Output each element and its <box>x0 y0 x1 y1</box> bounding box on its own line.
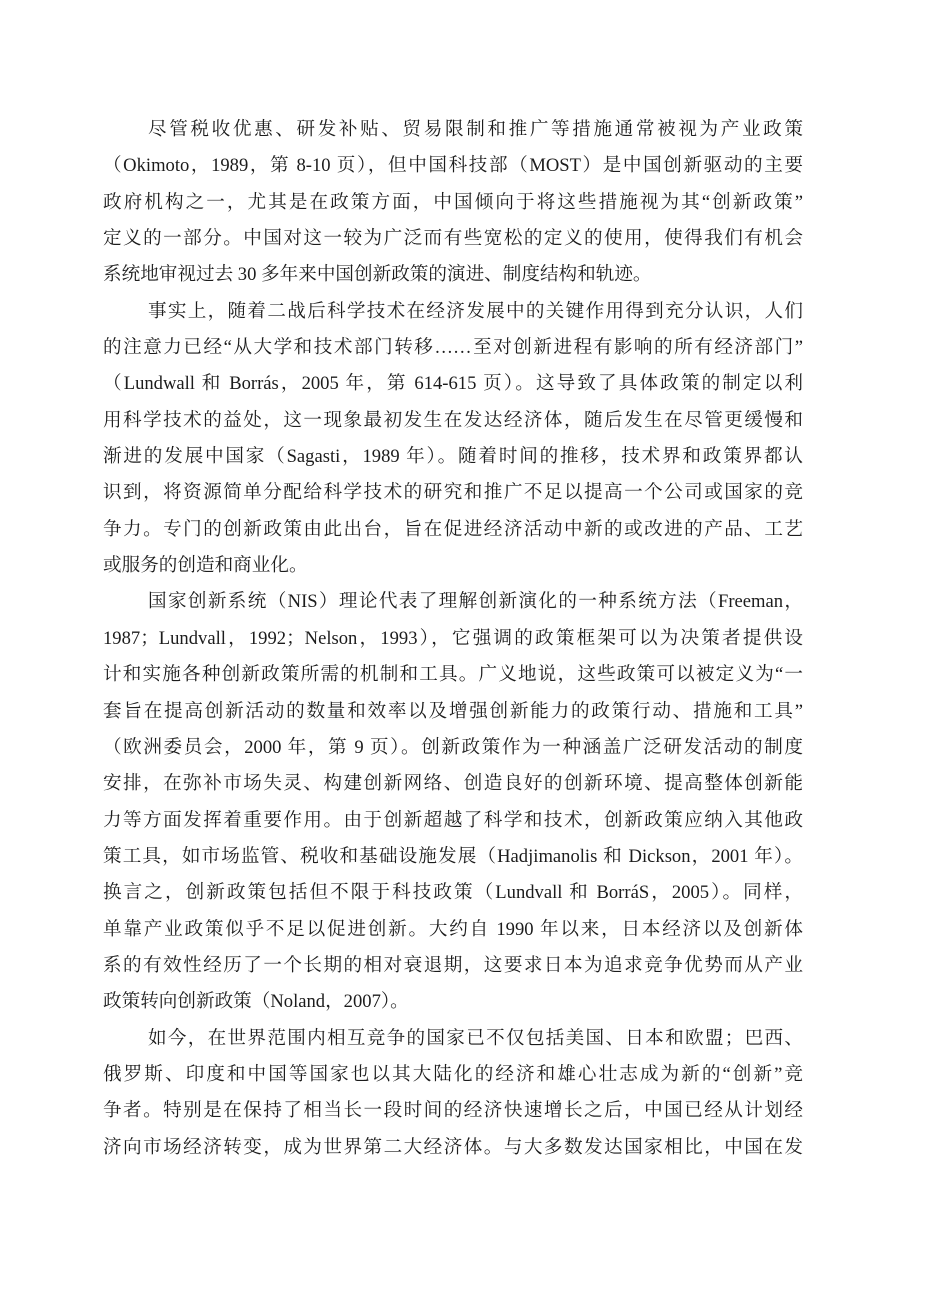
text-line: （Okimoto，1989，第 8-10 页），但中国科技部（MOST）是中国创新驱动的主要 <box>103 155 803 177</box>
text-line: 政策转向创新政策（Noland，2007）。 <box>103 991 409 1013</box>
text-line: 济向市场经济转变，成为世界第二大经济体。与大多数发达国家相比，中国在发 <box>103 1136 803 1158</box>
text-line: 渐进的发展中国家（Sagasti，1989 年）。随着时间的推移，技术界和政策界都认 <box>103 446 803 468</box>
text-line: 力等方面发挥着重要作用。由于创新超越了科学和技术，创新政策应纳入其他政 <box>103 809 803 831</box>
text-line: 安排，在弥补市场失灵、构建创新网络、创造良好的创新环境、提高整体创新能 <box>103 773 803 795</box>
text-line: 如今，在世界范围内相互竞争的国家已不仅包括美国、日本和欧盟；巴西、 <box>148 1027 803 1049</box>
text-line: 用科学技术的益处，这一现象最初发生在发达经济体，随后发生在尽管更缓慢和 <box>103 409 803 431</box>
text-line: （Lundwall 和 Borrás，2005 年，第 614-615 页）。这导致了具体政策的制定以利 <box>103 373 803 395</box>
text-line: 策工具，如市场监管、税收和基础设施发展（Hadjimanolis 和 Dickson，2001 年）。 <box>103 845 803 867</box>
text-line: 国家创新系统（NIS）理论代表了理解创新演化的一种系统方法（Freeman， <box>148 591 803 613</box>
text-line: 或服务的创造和商业化。 <box>103 555 308 577</box>
text-line: 事实上，随着二战后科学技术在经济发展中的关键作用得到充分认识，人们 <box>148 300 803 322</box>
text-block <box>103 112 803 1166</box>
text-line: 换言之，创新政策包括但不限于科技政策（Lundvall 和 BorráS，2005）。同样， <box>103 882 803 904</box>
text-line: 1987；Lundvall，1992；Nelson，1993），它强调的政策框架可以为决策者提供设 <box>103 627 803 649</box>
text-line: 争者。特别是在保持了相当长一段时间的经济快速增长之后，中国已经从计划经 <box>103 1100 803 1122</box>
text-line: 俄罗斯、印度和中国等国家也以其大陆化的经济和雄心壮志成为新的“创新”竞 <box>103 1063 803 1085</box>
text-line: 争力。专门的创新政策由此出台，旨在促进经济活动中新的或改进的产品、工艺 <box>103 518 803 540</box>
text-line: 套旨在提高创新活动的数量和效率以及增强创新能力的政策行动、措施和工具” <box>103 700 803 722</box>
text-line: 定义的一部分。中国对这一较为广泛而有些宽松的定义的使用，使得我们有机会 <box>103 228 803 250</box>
text-line: 识到，将资源简单分配给科学技术的研究和推广不足以提高一个公司或国家的竞 <box>103 482 803 504</box>
text-line: 的注意力已经“从大学和技术部门转移……至对创新进程有影响的所有经济部门” <box>103 337 803 359</box>
text-line: 单靠产业政策似乎不足以促进创新。大约自 1990 年以来，日本经济以及创新体 <box>103 918 803 940</box>
text-line: 系统地审视过去 30 多年来中国创新政策的演进、制度结构和轨迹。 <box>103 264 652 286</box>
text-line: 政府机构之一，尤其是在政策方面，中国倾向于将这些措施视为其“创新政策” <box>103 191 803 213</box>
text-line: 系的有效性经历了一个长期的相对衰退期，这要求日本为追求竞争优势而从产业 <box>103 954 803 976</box>
text-line: （欧洲委员会，2000 年，第 9 页）。创新政策作为一种涵盖广泛研发活动的制度 <box>103 736 803 758</box>
text-line: 计和实施各种创新政策所需的机制和工具。广义地说，这些政策可以被定义为“一 <box>103 664 803 686</box>
text-line: 尽管税收优惠、研发补贴、贸易限制和推广等措施通常被视为产业政策 <box>148 119 803 140</box>
